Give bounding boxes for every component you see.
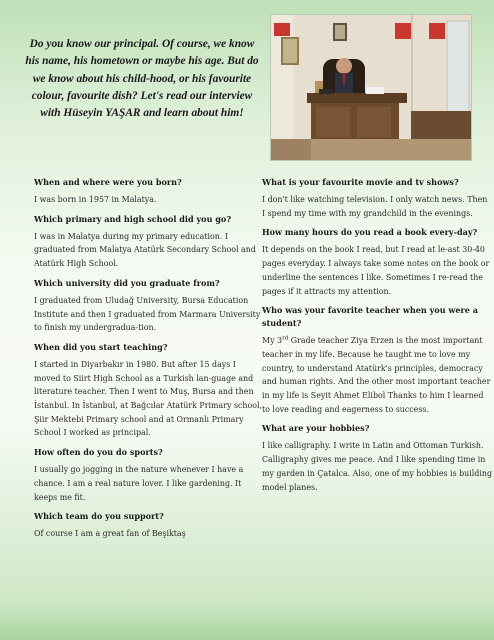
question-university: Which university did you graduate from? bbox=[34, 277, 220, 288]
question-team: Which team do you support? bbox=[34, 511, 164, 522]
question-favorite-teacher: Who was your favorite teacher when you were a student? bbox=[262, 305, 478, 329]
question-reading: How many hours do you read a book every-day? bbox=[262, 227, 478, 238]
answer-schools: I was in Malatya during my primary education. I graduated from Malatya Atatürk Secondary School and Atatürk High School. bbox=[34, 231, 256, 269]
answer-reading: It depends on the book I read, but I read at le-ast 30-40 pages everyday. I always take some notes on the book or underline the sentences I like. Sometimes I re-read the pages if it attracts my attention. bbox=[262, 245, 490, 296]
ordinal-suffix: rd bbox=[282, 335, 289, 342]
answer-birthplace: I was born in 1957 in Malatya. bbox=[34, 195, 157, 204]
answer-university: I graduated from Uludağ University, Bursa Education Institute and then I graduated from Marmara University to finish my undergradua-tion. bbox=[34, 295, 261, 333]
question-hobbies: What are your hobbies? bbox=[262, 423, 370, 434]
answer-sports: I usually go jogging in the nature whenever I have a chance. I am a real nature lover. I like gardening. It keeps me fit. bbox=[34, 465, 244, 502]
answer-favorite-teacher bbox=[262, 334, 492, 416]
answer-hobbies: I like calligraphy. I write in Latin and Ottoman Turkish. Calligraphy gives me peace. And I like spending time in my garden in Çatalca. Also, one of my hobbies is building model planes. bbox=[262, 441, 493, 492]
answer-favorite-teacher-rest: Grade teacher Ziya Erzen is the most important teacher in my life. Because he taught me to love my country, to understand Atatürk's principles, democracy and human rights. And the other most important teacher in my life is Seyit Ahmet Elibol Thanks to him I learned to love reading and eagerness to success. bbox=[262, 336, 491, 414]
answer-team: Of course I am a great fan of Beşiktaş bbox=[34, 529, 186, 539]
question-movies-tv: What is your favourite movie and tv shows? bbox=[262, 177, 459, 187]
question-sports: How often do you do sports? bbox=[34, 447, 163, 458]
question-birthplace: When and where were you born? bbox=[34, 177, 182, 187]
answer-favorite-teacher-start: My 3 bbox=[262, 336, 283, 346]
principal-photo bbox=[270, 14, 472, 161]
left-column bbox=[34, 176, 264, 547]
answer-movies-tv: I don't like watching television. I only watch news. Then I spend my time with my grandchild in the evenings. bbox=[262, 195, 488, 218]
answer-teaching-start: I started in Diyarbakır in 1980. But after 15 days I moved to Siirt High School as a Turkish lan-guage and literature teacher. Then I went to Muş, Bursa and then İstanbul. In İstanbul, at Bağcılar Atatürk Primary school, Şiir Mektebi Primary school and at Ormanlı Primary School I worked as principal. bbox=[34, 359, 263, 438]
intro-paragraph: Do you know our principal. Of course, we know his name, his hometown or maybe his age. But do we know about his child-hood, or his favourite colour, favourite dish? Let's read our interview with Hüseyin YAŞAR and learn about him! bbox=[25, 38, 259, 120]
right-column bbox=[262, 176, 492, 500]
question-teaching-start: When did you start teaching? bbox=[34, 341, 168, 352]
question-schools: Which primary and high school did you go? bbox=[34, 213, 232, 224]
